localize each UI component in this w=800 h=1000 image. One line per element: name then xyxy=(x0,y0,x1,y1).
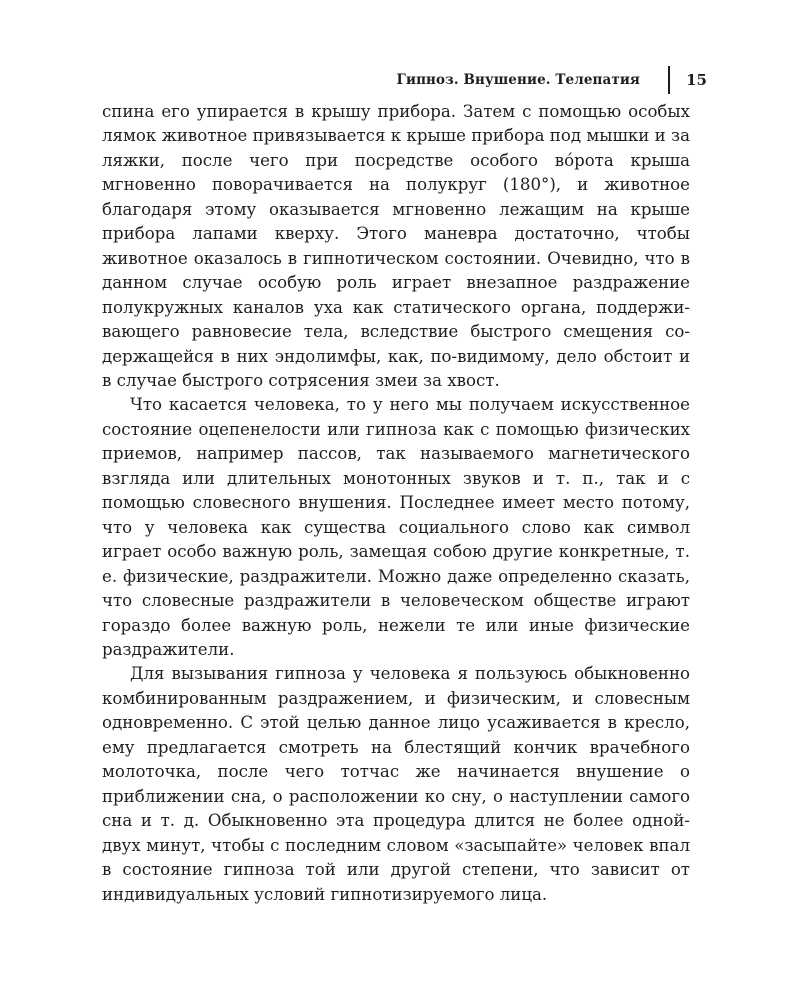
paragraph-3: Для вызывания гипноза у человека я пользуюсь обыкновенно комбинированным раздражением, и физическим, и словесным одновременно. С этой целью данное лицо усаживается в кресло, ему предлагается смотреть на блестящий кончик врачебного молоточка, после чего тотчас же начинается внушение о приближении сна, о расположении ко сну, о наступлении самого сна и т. д. Обыкновенно эта процедура длится не более одной-двух минут, чтобы с последним словом «засыпайте» человек впал в состояние гипноза той или другой степени, что зависит от индивидуальных условий гипнотизируемого лица. xyxy=(102,664,690,904)
running-title: Гипноз. Внушение. Телепатия xyxy=(396,72,640,88)
paragraph-1: спина его упирается в крышу прибора. Затем с помощью особых лямок животное привязывается к крыше прибора под мышки и за ляжки, после чего при посредстве особого во́рота крыша мгновенно поворачивается на полукруг (180°), и животное благодаря этому оказывается мгновенно лежащим на крыше прибора лапами кверху. Этого маневра достаточно, чтобы животное оказалось в гипнотическом состоянии. Очевидно, что в данном случае особую роль играет внезапное раздражение полукружных каналов уха как статического органа, поддерживающего равновесие тела, вследствие быстрого смещения содержащейся в них эндолимфы, как, по-видимому, дело обстоит и в случае быстрого сотрясения змеи за хвост. xyxy=(102,102,690,390)
body-text xyxy=(102,100,690,907)
page-number: 15 xyxy=(686,71,707,89)
running-header xyxy=(100,66,710,96)
header-divider xyxy=(668,66,670,94)
paragraph-2: Что касается человека, то у него мы получаем искусственное состояние оцепенелости или гипноза как с помощью физических приемов, например пассов, так называемого магнетического взгляда или длительных монотонных звуков и т. п., так и с помощью словесного внушения. Последнее имеет место потому, что у человека как существа социального слово как символ играет особо важную роль, замещая собою другие конкретные, т. е. физические, раздражители. Можно даже определенно сказать, что словесные раздражители в человеческом обществе играют гораздо более важную роль, нежели те или иные физические раздражители. xyxy=(102,395,690,659)
